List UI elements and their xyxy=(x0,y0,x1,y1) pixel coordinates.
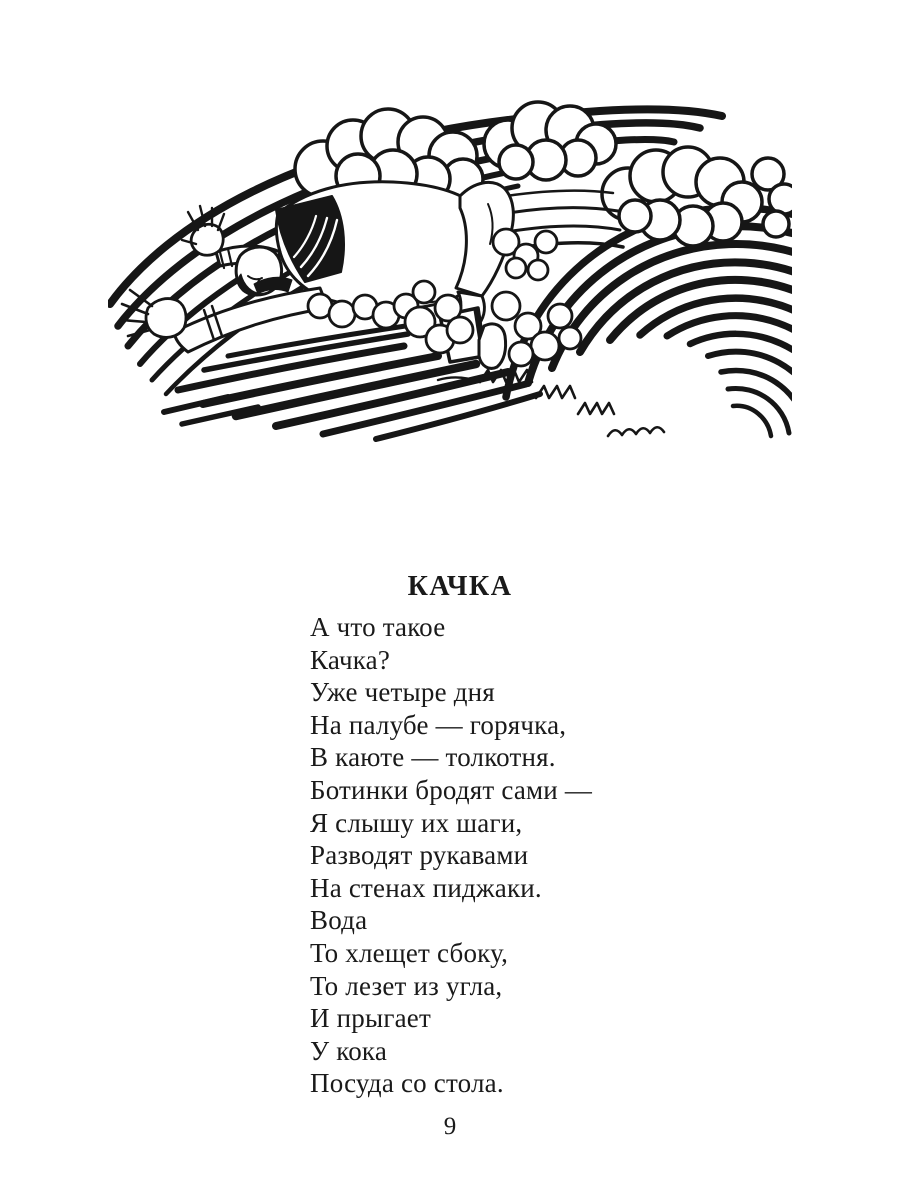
storm-waves-sailor-illustration xyxy=(108,94,792,446)
sailor-foot xyxy=(479,324,506,369)
page-number: 9 xyxy=(443,1113,457,1140)
poem-line: Качка? xyxy=(310,644,391,675)
poem-text xyxy=(310,611,730,1100)
poem-line: Посуда со стола. xyxy=(310,1068,504,1099)
poem-line: В каюте — толкотня. xyxy=(310,742,556,773)
poem-line: То лезет из угла, xyxy=(310,970,503,1001)
poem-line: У кока xyxy=(310,1035,388,1066)
poem-line: На палубе — горячка, xyxy=(310,709,567,740)
illustration-svg xyxy=(108,94,792,446)
poem-line: То хлещет сбоку, xyxy=(310,937,509,968)
poem-line: Разводят рукавами xyxy=(310,840,529,871)
poem-line: И прыгает xyxy=(310,1003,431,1034)
spray-zigzags xyxy=(438,370,664,436)
poem-line: Я слышу их шаги, xyxy=(310,807,523,838)
poem-line: Вода xyxy=(310,905,368,936)
poem-title: КАЧКА xyxy=(407,570,513,602)
poem-line: Ботинки бродят сами — xyxy=(310,774,593,805)
poem-line: А что такое xyxy=(310,612,446,642)
poem-line: Уже четыре дня xyxy=(310,677,495,708)
poem-line: На стенах пиджаки. xyxy=(310,872,542,903)
